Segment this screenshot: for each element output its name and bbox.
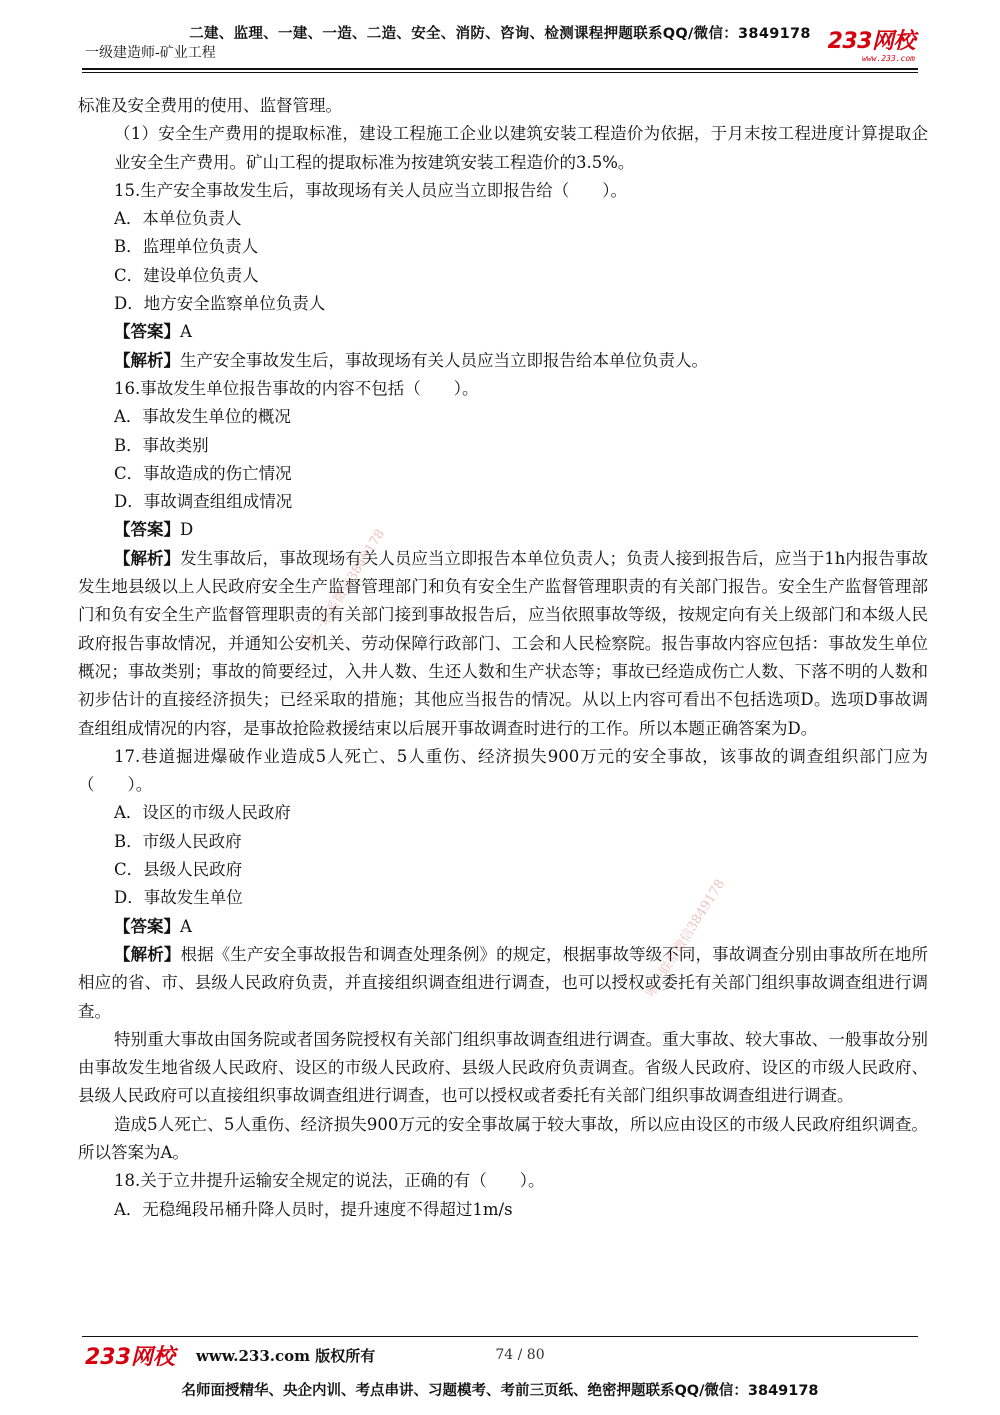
analysis-text: 生产安全事故发生后，事故现场有关人员应当立即报告给本单位负责人。 — [180, 350, 708, 370]
header-contact-line: 二建、监理、一建、一造、二造、安全、消防、咨询、检测课程押题联系QQ/微信：3849178 — [189, 26, 811, 42]
question-15-option-c: C．建设单位负责人 — [114, 265, 259, 285]
question-15-option-a: A．本单位负责人 — [114, 209, 242, 229]
analysis-text: 发生事故后，事故现场有关人员应当立即报告本单位负责人；负责人接到报告后，应当于1h内报告事故发生地县级以上人民政府安全生产监督管理部门和负有安全生产监督管理职责的有关部门报告。安全生产监督管理部门和负有安全生产监督管理职责的有关部门接到事故报告后，应当依照事故等级，按规定向有关上级部门和本级人民政府报告事故情况，并通知公安机关、劳动保障行政部门、工会和人民检察院。报告事故内容应包括：事故发生单位概况；事故类别；事故的简要经过，入井人数、生还人数和生产状态等；事故已经造成伤亡人数、下落不明的人数和初步估计的直接经济损失；已经采取的措施；其他应当报告的情况。从以上内容可看出不包括选项D。选项D事故调查组组成情况的内容，是事故抢险救援结束以后展开事故调查时进行的工作。所以本题正确答案为D。 — [78, 548, 929, 738]
question-16-option-d: D．事故调查组组成情况 — [114, 492, 293, 512]
header-logo-text: 233网校 — [827, 29, 915, 54]
question-17-option-a: A．设区的市级人民政府 — [114, 803, 291, 823]
question-17-analysis-paragraph-3: 造成5人死亡、5人重伤、经济损失900万元的安全事故属于较大事故，所以应由设区的市级人民政府组织调查。所以答案为A。 — [78, 1114, 928, 1162]
analysis-label: 【解析】 — [114, 350, 180, 370]
question-17-answer — [78, 913, 928, 941]
question-15-analysis — [78, 347, 928, 375]
watermark-2: 唯一联系微信3849178 — [643, 876, 729, 1001]
question-15-option-d: D．地方安全监察单位负责人 — [114, 294, 326, 314]
answer-value: A — [180, 322, 192, 342]
header-divider — [82, 68, 918, 70]
answer-value: D — [180, 520, 194, 540]
page-number: 74 / 80 — [495, 1347, 545, 1363]
answer-label: 【答案】 — [114, 520, 180, 540]
analysis-label: 【解析】 — [114, 944, 181, 964]
intro-line: 标准及安全费用的使用、监督管理。 — [78, 96, 342, 115]
document-body — [78, 92, 928, 1224]
analysis-label: 【解析】 — [114, 548, 181, 568]
header-logo-url: www.233.com — [862, 54, 915, 63]
footer-logo[interactable]: 233网校 — [85, 1345, 175, 1370]
intro-paragraph: （1）安全生产费用的提取标准，建设工程施工企业以建筑安装工程造价为依据，于月末按工程进度计算提取企业安全生产费用。矿山工程的提取标准为按建筑安装工程造价的3.5%。 — [114, 124, 928, 172]
question-17-option-d: D．事故发生单位 — [114, 888, 243, 908]
header-logo[interactable] — [828, 30, 915, 63]
question-17-stem: 17.巷道掘进爆破作业造成5人死亡、5人重伤、经济损失900万元的安全事故，该事故的调查组织部门应为（ ）。 — [78, 746, 928, 795]
answer-label: 【答案】 — [114, 322, 180, 342]
header-divider-thin — [82, 72, 918, 73]
footer-divider — [82, 1336, 918, 1337]
footer-copyright: www.233.com 版权所有 — [196, 1347, 376, 1365]
question-17-option-c: C．县级人民政府 — [114, 860, 243, 880]
question-18-stem: 18.关于立井提升运输安全规定的说法，正确的有（ ）。 — [114, 1171, 545, 1191]
watermark-1: 唯一联系微信3849178 — [303, 526, 389, 651]
answer-value: A — [180, 916, 192, 936]
header-subtitle: 一级建造师-矿业工程 — [85, 45, 216, 61]
question-16-option-c: C．事故造成的伤亡情况 — [114, 463, 292, 483]
question-16-stem: 16.事故发生单位报告事故的内容不包括（ ）。 — [114, 378, 479, 398]
question-16-option-b: B．事故类别 — [114, 435, 209, 455]
question-17-analysis-paragraph-2: 特别重大事故由国务院或者国务院授权有关部门组织事故调查组进行调查。重大事故、较大事故、一般事故分别由事故发生地省级人民政府、设区的市级人民政府、县级人民政府负责调查。省级人民政府、设区的市级人民政府、县级人民政府可以直接组织事故调查组进行调查，也可以授权或者委托有关部门组织事故调查组进行调查。 — [78, 1029, 928, 1106]
question-17-option-b: B．市级人民政府 — [114, 831, 242, 851]
question-17-analysis — [78, 941, 928, 1026]
question-16-analysis — [78, 545, 928, 743]
analysis-text: 根据《生产安全事故报告和调查处理条例》的规定，根据事故等级不同，事故调查分别由事故所在地所相应的省、市、县级人民政府负责，并直接组织调查组进行调查，也可以授权或委托有关部门组织事故调查组进行调查。 — [78, 944, 929, 1021]
question-16-answer — [78, 516, 928, 544]
question-15-option-b: B．监理单位负责人 — [114, 237, 259, 257]
question-15-stem: 15.生产安全事故发生后，事故现场有关人员应当立即报告给（ ）。 — [114, 180, 627, 200]
question-18-option-a: A．无稳绳段吊桶升降人员时，提升速度不得超过1m/s — [114, 1199, 513, 1219]
question-16-option-a: A．事故发生单位的概况 — [114, 407, 291, 427]
question-15-answer — [78, 318, 928, 346]
answer-label: 【答案】 — [114, 916, 180, 936]
footer-contact-line: 名师面授精华、央企内训、考点串讲、习题模考、考前三页纸、绝密押题联系QQ/微信：3849178 — [181, 1383, 819, 1399]
